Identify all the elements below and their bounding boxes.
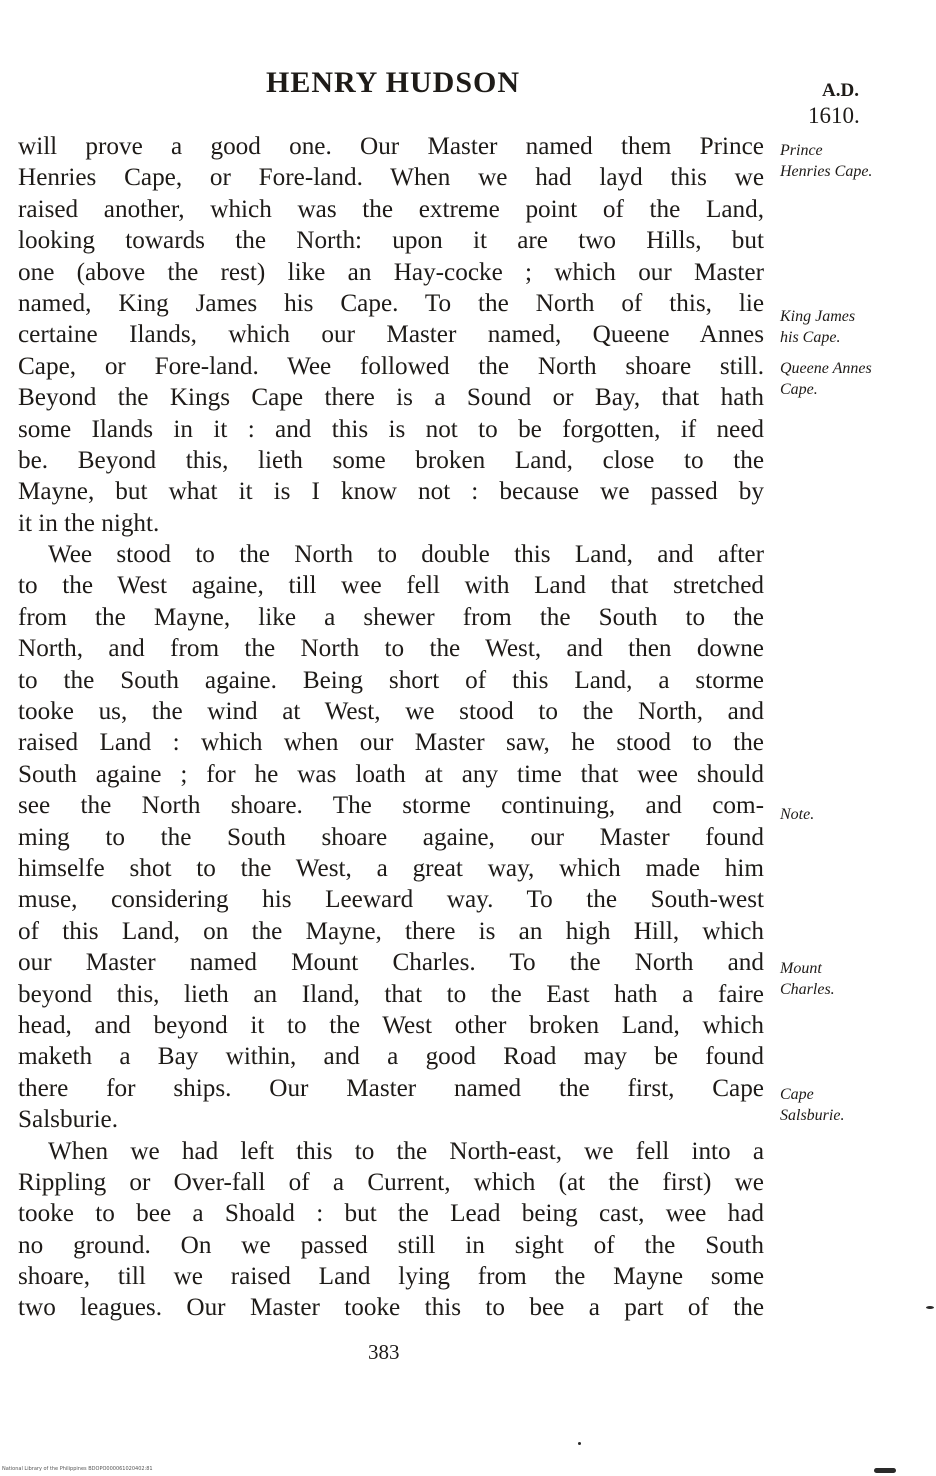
text-line: Wee stood to the North to double this Land, and after bbox=[48, 541, 764, 569]
scan-speck bbox=[578, 1442, 581, 1445]
text-line: there for ships. Our Master named the first, Cape bbox=[18, 1074, 764, 1102]
side-note-note bbox=[780, 804, 930, 825]
text-line: raised Land : which when our Master saw, he stood to the bbox=[18, 729, 764, 757]
side-note-line: Mount bbox=[780, 960, 822, 977]
side-note-line: Prince bbox=[780, 142, 823, 159]
side-note-queene-annes-cape bbox=[780, 358, 930, 400]
text-line: tooke to bee a Shoald : but the Lead being cast, wee had bbox=[18, 1200, 764, 1228]
scan-speck bbox=[874, 1468, 896, 1473]
text-line: Beyond the Kings Cape there is a Sound or Bay, that hath bbox=[18, 384, 764, 412]
text-line: some Ilands in it : and this is not to be forgotten, if need bbox=[18, 415, 764, 443]
scan-credit: National Library of the Philippines BDOPO000061020402:81 bbox=[2, 1466, 153, 1472]
running-head: HENRY HUDSON bbox=[265, 66, 521, 99]
text-line: Rippling or Over-fall of a Current, which (at the first) we bbox=[18, 1168, 764, 1196]
text-line: looking towards the North: upon it are two Hills, but bbox=[18, 227, 764, 255]
side-note-mount-charles bbox=[780, 958, 930, 1000]
text-line: North, and from the North to the West, and then downe bbox=[18, 635, 764, 663]
text-line: to the West againe, till wee fell with Land that stretched bbox=[18, 572, 764, 600]
text-line: to the South againe. Being short of this Land, a storme bbox=[18, 666, 764, 694]
side-note-prince-henries-cape bbox=[780, 140, 930, 182]
text-line: maketh a Bay within, and a good Road may be found bbox=[18, 1043, 764, 1071]
side-note-line: Henries Cape. bbox=[780, 163, 873, 180]
side-note-line: his Cape. bbox=[780, 329, 841, 346]
year: 1610. bbox=[808, 103, 860, 128]
text-line: South againe ; for he was loath at any time that wee should bbox=[18, 760, 764, 788]
text-line: two leagues. Our Master tooke this to bee a part of the bbox=[18, 1294, 764, 1322]
side-note-line: Cape. bbox=[780, 381, 818, 398]
text-line: no ground. On we passed still in sight of the South bbox=[18, 1231, 764, 1259]
side-note-line: Queene Annes bbox=[780, 360, 872, 377]
text-line: muse, considering his Leeward way. To the South-west bbox=[18, 886, 764, 914]
text-line: head, and beyond it to the West other broken Land, which bbox=[18, 1011, 764, 1039]
body-text bbox=[18, 131, 764, 1324]
text-line: raised another, which was the extreme point of the Land, bbox=[18, 195, 764, 223]
text-line: our Master named Mount Charles. To the North and bbox=[18, 949, 764, 977]
text-line: tooke us, the wind at West, we stood to the North, and bbox=[18, 698, 764, 726]
text-line: from the Mayne, like a shewer from the South to the bbox=[18, 603, 764, 631]
text-line: himselfe shot to the West, a great way, which made him bbox=[18, 854, 764, 882]
text-line: named, King James his Cape. To the North of this, lie bbox=[18, 289, 764, 317]
year-prefix: A.D. bbox=[822, 80, 859, 101]
scan-speck bbox=[926, 1306, 934, 1309]
text-line: of this Land, on the Mayne, there is an high Hill, which bbox=[18, 917, 764, 945]
text-line: certaine Ilands, which our Master named, Queene Annes bbox=[18, 321, 764, 349]
text-line: shoare, till we raised Land lying from the Mayne some bbox=[18, 1263, 764, 1291]
side-note-cape-salsburie bbox=[780, 1084, 930, 1126]
text-line: be. Beyond this, lieth some broken Land, close to the bbox=[18, 446, 764, 474]
text-line: see the North shoare. The storme continuing, and com- bbox=[18, 792, 764, 820]
side-note-line: Salsburie. bbox=[780, 1107, 845, 1124]
page-number: 383 bbox=[368, 1340, 400, 1364]
side-note-king-james-cape bbox=[780, 306, 930, 348]
text-line: will prove a good one. Our Master named them Prince bbox=[18, 133, 764, 160]
text-line: Henries Cape, or Fore-land. When we had layd this we bbox=[18, 164, 764, 192]
text-line: When we had left this to the North-east, we fell into a bbox=[48, 1137, 764, 1165]
text-line: it in the night. bbox=[18, 509, 160, 537]
text-line: one (above the rest) like an Hay-cocke ; which our Master bbox=[18, 258, 764, 286]
side-note-line: Charles. bbox=[780, 981, 835, 998]
side-note-line: Cape bbox=[780, 1086, 814, 1103]
text-line: Mayne, but what it is I know not : because we passed by bbox=[18, 478, 764, 506]
text-line: ming to the South shoare againe, our Master found bbox=[18, 823, 764, 851]
text-line: beyond this, lieth an Iland, that to the East hath a faire bbox=[18, 980, 764, 1008]
text-line: Cape, or Fore-land. Wee followed the North shoare still. bbox=[18, 352, 764, 380]
text-line: Salsburie. bbox=[18, 1106, 119, 1134]
side-note-line: Note. bbox=[780, 806, 815, 823]
side-note-line: King James bbox=[780, 308, 856, 325]
